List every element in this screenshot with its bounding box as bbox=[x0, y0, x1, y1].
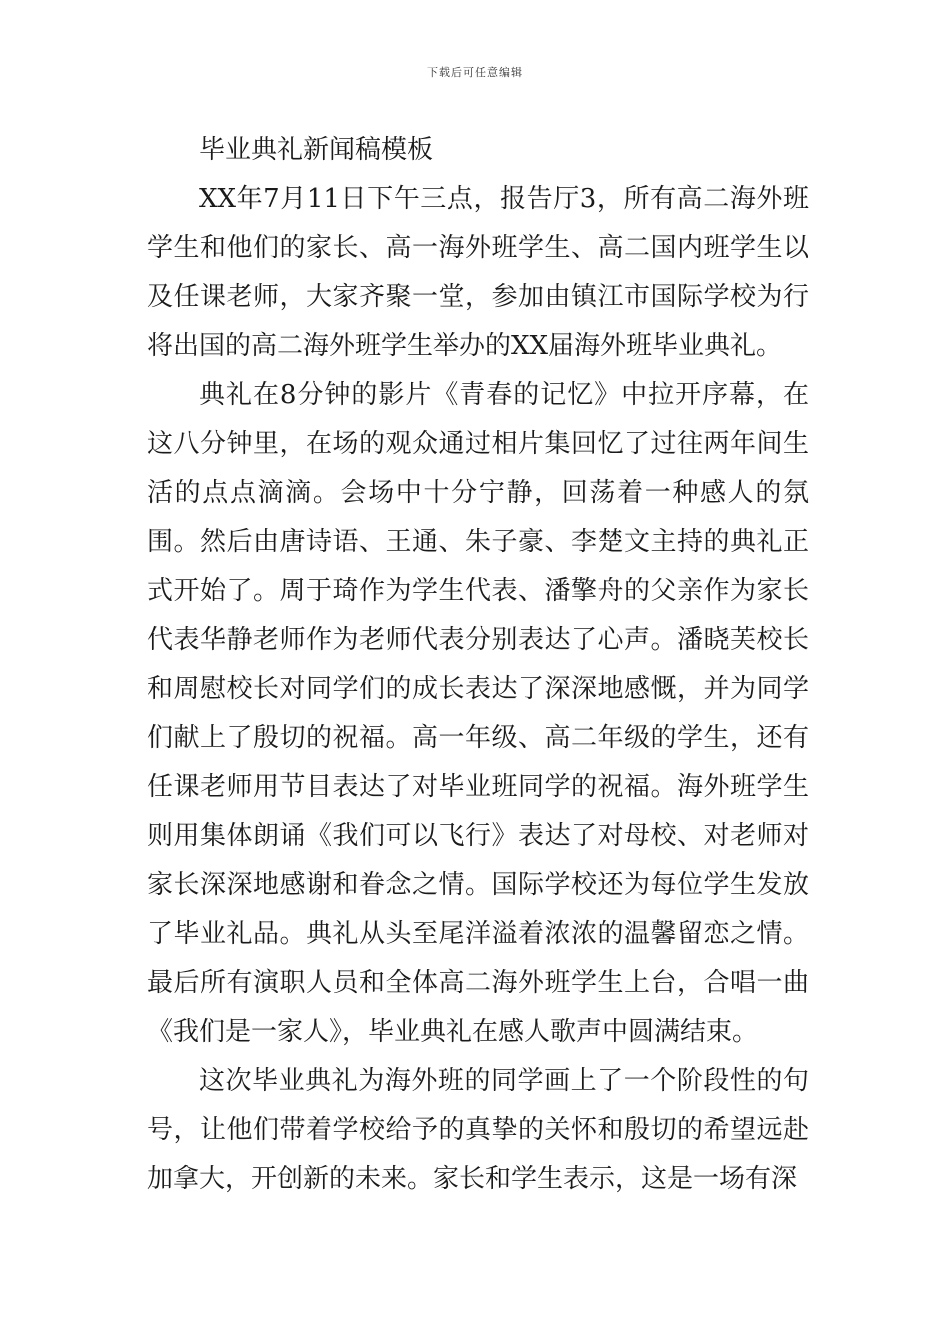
document-body bbox=[147, 126, 809, 1204]
paragraph: 典礼在8分钟的影片《青春的记忆》中拉开序幕，在这八分钟里，在场的观众通过相片集回忆了过往两年间生活的点点滴滴。会场中十分宁静，回荡着一种感人的氛围。然后由唐诗语、王通、朱子豪、李楚文主持的典礼正式开始了。周于琦作为学生代表、潘擎舟的父亲作为家长代表华静老师作为老师代表分别表达了心声。潘晓芙校长和周慰校长对同学们的成长表达了深深地感慨，并为同学们献上了殷切的祝福。高一年级、高二年级的学生，还有任课老师用节目表达了对毕业班同学的祝福。海外班学生则用集体朗诵《我们可以飞行》表达了对母校、对老师对家长深深地感谢和眷念之情。国际学校还为每位学生发放了毕业礼品。典礼从头至尾洋溢着浓浓的温馨留恋之情。最后所有演职人员和全体高二海外班学生上台，合唱一曲《我们是一家人》，毕业典礼在感人歌声中圆满结束。 bbox=[147, 380, 809, 1047]
paragraph: 这次毕业典礼为海外班的同学画上了一个阶段性的句号，让他们带着学校给予的真挚的关怀和殷切的希望远赴加拿大，开创新的未来。家长和学生表示，这是一场有深 bbox=[147, 1066, 809, 1194]
page-header-note: 下载后可任意编辑 bbox=[427, 66, 523, 79]
document-title: 毕业典礼新闻稿模板 bbox=[199, 135, 434, 165]
paragraph: XX年7月11日下午三点，报告厅3，所有高二海外班学生和他们的家长、高一海外班学生、高二国内班学生以及任课老师，大家齐聚一堂，参加由镇江市国际学校为行将出国的高二海外班学生举办的XX届海外班毕业典礼。 bbox=[147, 184, 809, 361]
